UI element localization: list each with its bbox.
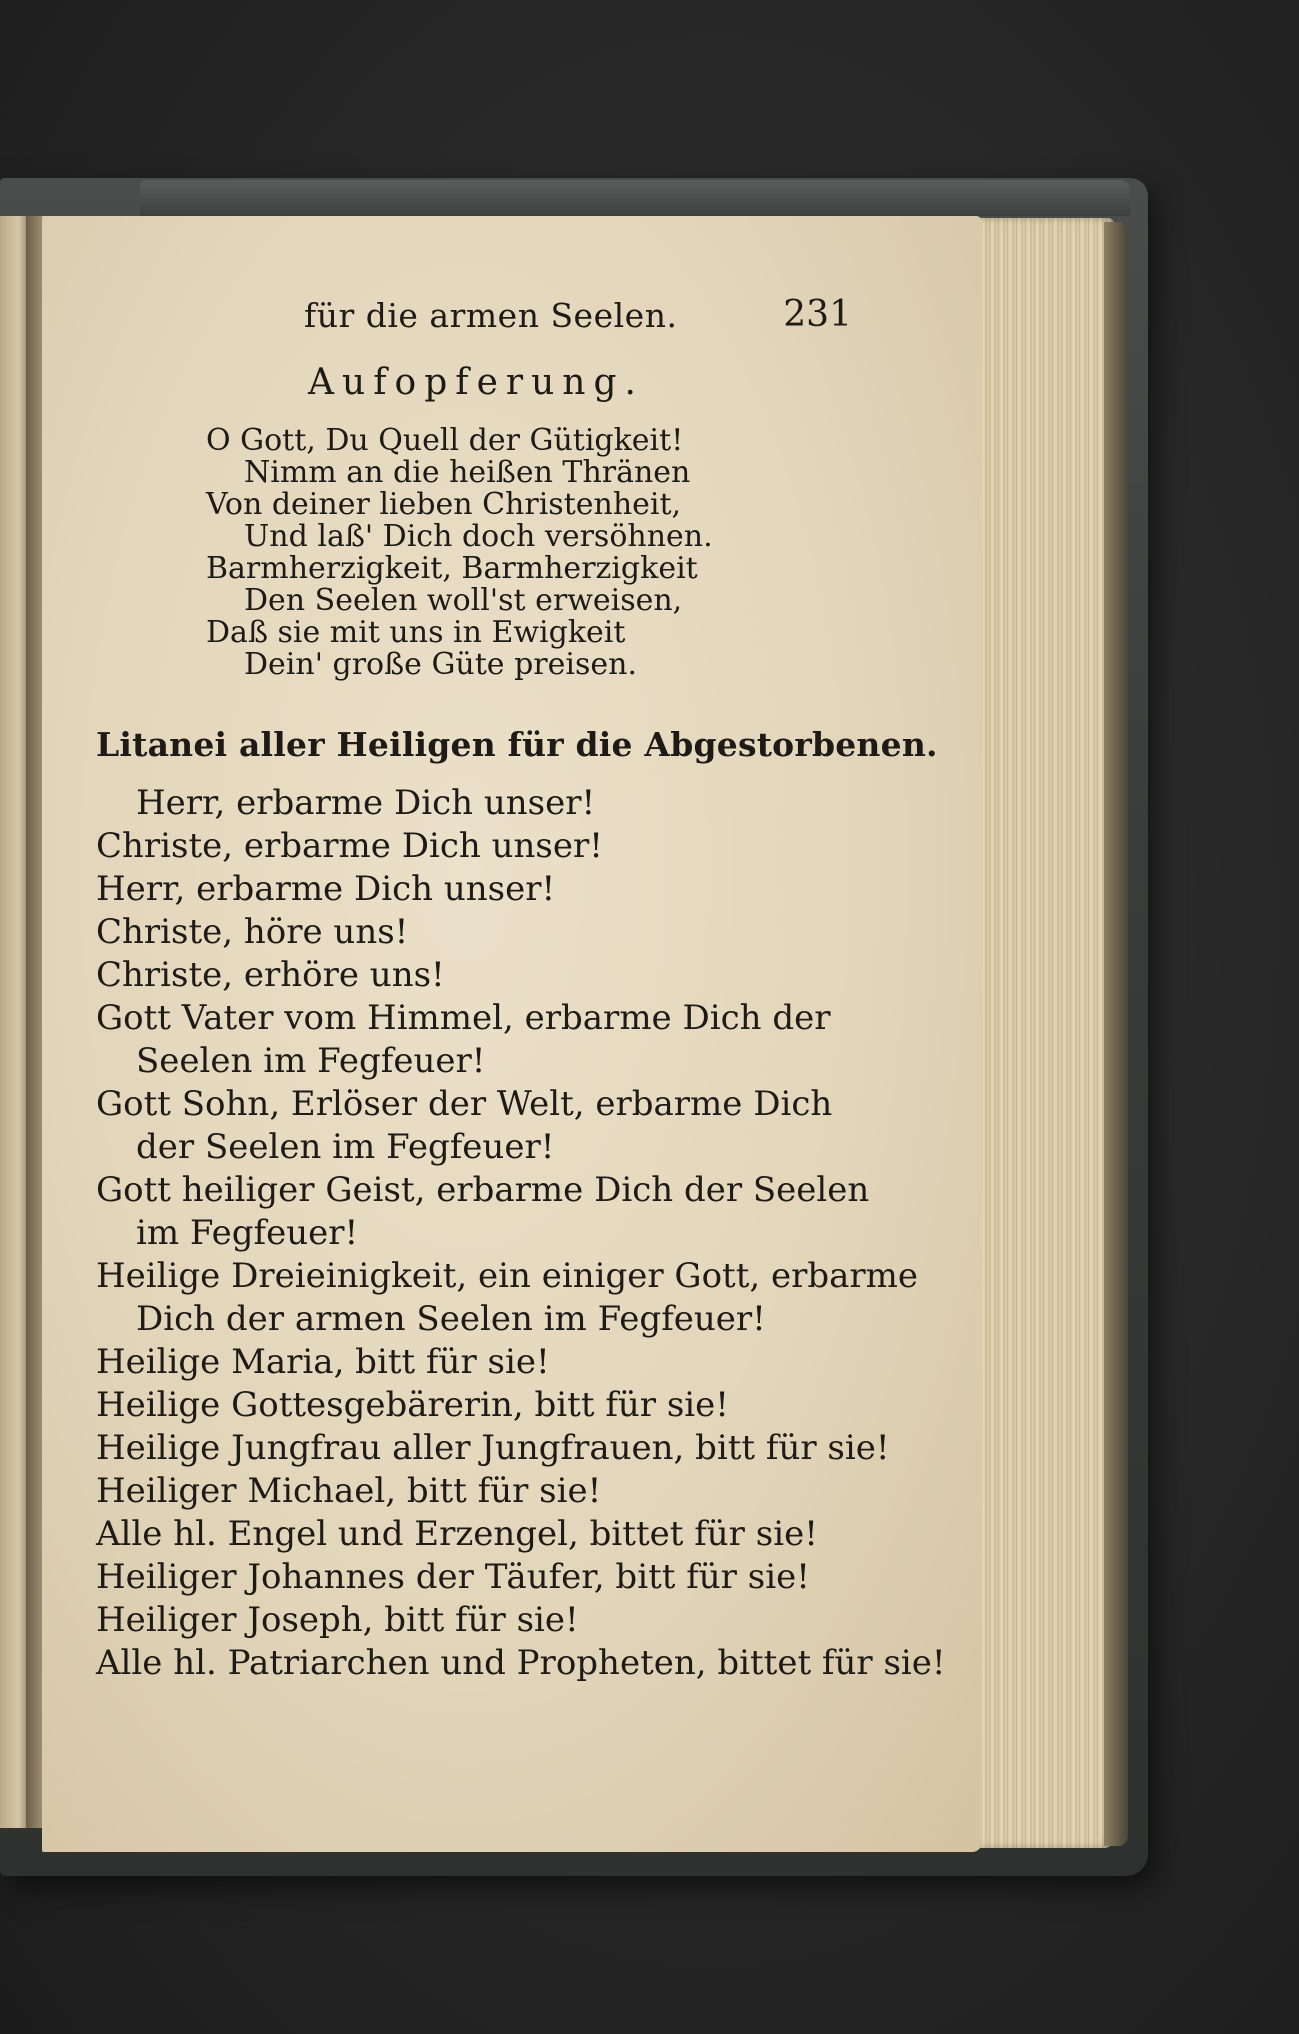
book-cover-top-edge [140, 180, 1130, 216]
litany-line: Christe, erhöre uns! [96, 955, 445, 995]
verse-line: Dein' große Güte preisen. [244, 647, 637, 682]
verse-line: Und laß' Dich doch versöhnen. [244, 519, 713, 554]
litany-line: Heilige Gottesgebärerin, bitt für sie! [96, 1385, 729, 1425]
verse-line: Nimm an die heißen Thränen [244, 455, 691, 490]
verse-line: Den Seelen woll'st erweisen, [244, 583, 683, 618]
verse [206, 425, 856, 681]
litany-line: Heilige Maria, bitt für sie! [96, 1342, 550, 1382]
litany-line: Heilige Jungfrau aller Jungfrauen, bitt für sie! [96, 1428, 890, 1468]
book-spine-edge [1104, 222, 1128, 1846]
running-head [96, 290, 856, 352]
litany-line: Herr, erbarme Dich unser! [136, 783, 596, 823]
litany-line: Seelen im Fegfeuer! [136, 1041, 486, 1081]
litany-line: Heilige Dreieinigkeit, ein einiger Gott, erbarme [96, 1256, 919, 1296]
verse-line: Daß sie mit uns in Ewigkeit [206, 615, 626, 650]
verse-line: O Gott, Du Quell der Gütigkeit! [206, 423, 684, 458]
litany-line: im Fegfeuer! [136, 1213, 359, 1253]
running-title: für die armen Seelen. [304, 296, 678, 335]
litany-line: Christe, höre uns! [96, 912, 409, 952]
litany [96, 782, 946, 1685]
litany-title: Litanei aller Heiligen für die Abgestorbenen. [96, 725, 938, 764]
litany-line: Christe, erbarme Dich unser! [96, 826, 603, 866]
page-block-edges [972, 218, 1114, 1848]
litany-line: Alle hl. Patriarchen und Propheten, bittet für sie! [96, 1643, 946, 1683]
page-text [96, 290, 946, 1685]
litany-line: Gott Sohn, Erlöser der Welt, erbarme Dich [96, 1084, 833, 1124]
litany-line: Gott Vater vom Himmel, erbarme Dich der [96, 998, 831, 1038]
litany-line: Alle hl. Engel und Erzengel, bittet für sie! [96, 1514, 818, 1554]
litany-line: Gott heiliger Geist, erbarme Dich der Seelen [96, 1170, 870, 1210]
left-page-edge [0, 216, 26, 1828]
litany-line: der Seelen im Fegfeuer! [136, 1127, 555, 1167]
litany-line: Heiliger Joseph, bitt für sie! [96, 1600, 579, 1640]
page-number: 231 [783, 294, 852, 335]
verse-line: Von deiner lieben Christenheit, [206, 487, 682, 522]
litany-line: Herr, erbarme Dich unser! [96, 869, 556, 909]
verse-line: Barmherzigkeit, Barmherzigkeit [206, 551, 698, 586]
litany-line: Heiliger Johannes der Täufer, bitt für sie! [96, 1557, 810, 1597]
litany-line: Dich der armen Seelen im Fegfeuer! [136, 1299, 766, 1339]
litany-line: Heiliger Michael, bitt für sie! [96, 1471, 602, 1511]
section-title: Aufopferung. [308, 362, 644, 403]
